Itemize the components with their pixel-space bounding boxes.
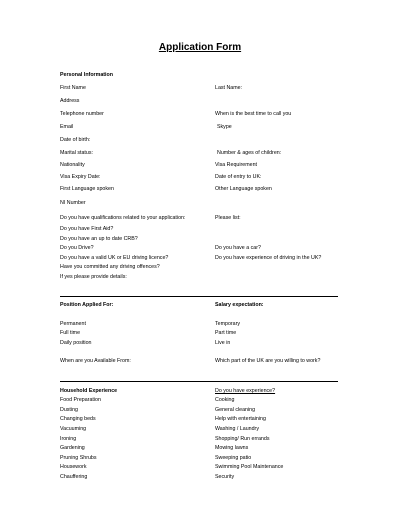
crb-label: Do you have an up to date CRB? [60,236,138,242]
form-title: Application Form [158,42,242,53]
household-item: Mowing lawns [215,445,249,451]
section-divider [60,381,338,382]
first-name-label: First Name [60,85,86,91]
temporary-label: Temporary [215,321,241,327]
household-item: Security [215,474,235,480]
uk-area-label: Which part of the UK are you willing to work? [215,358,321,364]
offences-label: Have you committed any driving offences? [60,264,160,270]
section-divider [60,296,338,297]
licence-label: Do you have a valid UK or EU driving licence? [60,255,169,261]
position-applied-heading: Position Applied For: [60,302,114,308]
household-item: Food Preparation [60,397,101,403]
part-time-label: Part time [215,330,237,336]
drive-label: Do you Drive? [60,245,94,251]
first-language-label: First Language spoken [60,186,114,192]
offence-details-label: If yes please provide details: [60,274,127,280]
household-item: Chauffering [60,474,88,480]
visa-requirement-label: Visa Requirement [215,162,258,168]
household-item: Washing / Laundry [215,426,259,432]
experience-question: Do you have experience? [215,388,276,394]
children-label: Number & ages of children: [217,150,282,156]
household-experience-heading: Household Experience [60,388,118,394]
live-in-label: Live in [215,340,231,346]
household-item: Pruning Shrubs [60,455,97,461]
available-from-label: When are you Available From: [60,358,131,364]
personal-info-heading: Personal Information [60,72,113,78]
visa-expiry-label: Visa Expiry Date: [60,174,101,180]
first-aid-label: Do you have First Aid? [60,226,114,232]
household-item: Housework [60,464,87,470]
household-item: Swimming Pool Maintenance [215,464,284,470]
full-time-label: Full time [60,330,81,336]
household-item: Changing beds [60,416,96,422]
ni-number-label: NI Number [60,200,86,206]
car-label: Do you have a car? [215,245,261,251]
please-list-label: Please list: [215,215,241,221]
last-name-label: Last Name: [215,85,243,91]
salary-expectation-heading: Salary expectation: [215,302,264,308]
best-time-label: When is the best time to call you [215,111,292,117]
household-item: Dusting [60,407,78,413]
household-item: Sweeping patio [215,455,252,461]
uk-driving-experience-label: Do you have experience of driving in the UK? [215,255,322,261]
marital-status-label: Marital status: [60,150,93,156]
household-item: General cleaning [215,407,256,413]
qualifications-label: Do you have qualifications related to your application: [60,215,186,221]
household-item: Cooking [215,397,235,403]
entry-date-label: Date of entry to UK: [215,174,262,180]
dob-label: Date of birth: [60,137,91,143]
skype-label: Skype [217,124,232,130]
household-item: Ironing [60,436,77,442]
email-label: Email [60,124,74,130]
nationality-label: Nationality [60,162,85,168]
household-item: Gardening [60,445,85,451]
telephone-label: Telephone number [60,111,104,117]
permanent-label: Permanent [60,321,86,327]
other-language-label: Other Language spoken [215,186,272,192]
household-item: Vacuuming [60,426,87,432]
daily-position-label: Daily position [60,340,92,346]
address-label: Address [60,98,80,104]
household-item: Help with entertaining [215,416,266,422]
household-item: Shopping/ Run errands [215,436,270,442]
